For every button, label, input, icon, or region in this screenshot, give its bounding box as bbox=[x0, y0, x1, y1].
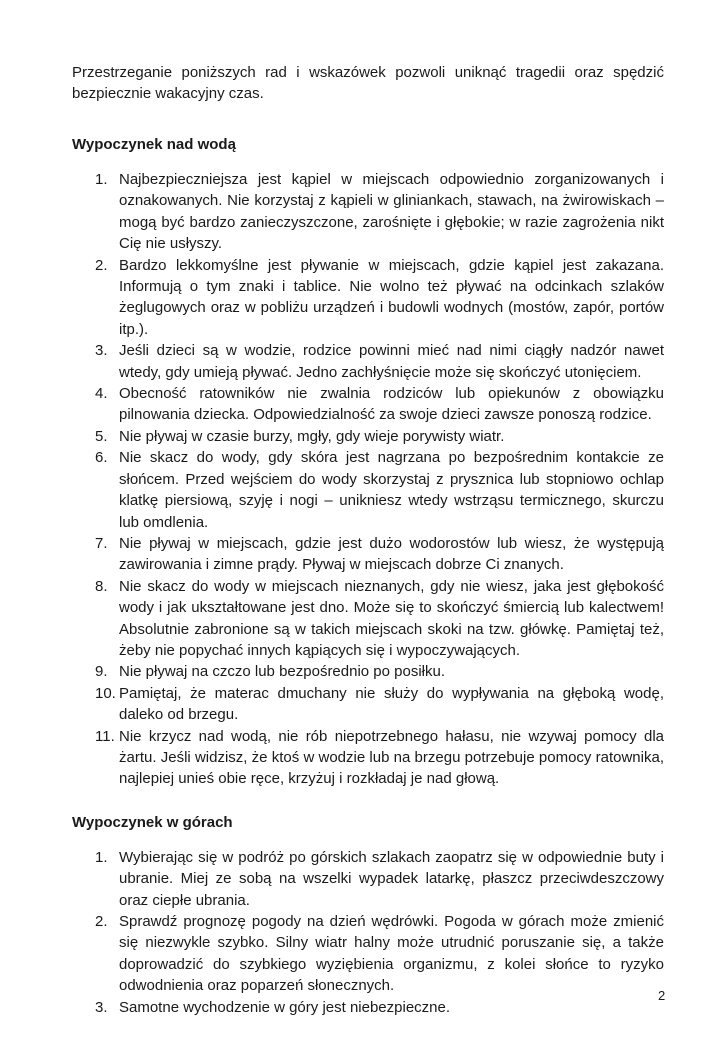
item-number: 8. bbox=[95, 577, 108, 595]
item-text: Obecność ratowników nie zwalnia rodziców lub opiekunów z obowiązku pilnowania dziecka. Odpowiedzialność za swoje dzieci zawsze ponoszą rodzice. bbox=[119, 385, 664, 424]
item-number: 1. bbox=[95, 171, 108, 188]
item-text: Pamiętaj, że materac dmuchany nie służy do wypływania na głęboką wodę, daleko od brzegu. bbox=[119, 684, 664, 724]
list-item bbox=[72, 847, 664, 911]
item-number: 3. bbox=[95, 998, 108, 1016]
item-text: Wybierając się w podróż po górskich szlakach zaopatrz się w odpowiednie buty i ubranie. Miej ze sobą na wszelki wypadek latarkę, płaszcz przeciwdeszczowy oraz ciepłe ubrania. bbox=[119, 848, 664, 909]
item-number: 2. bbox=[95, 256, 108, 274]
page-number: 2 bbox=[658, 988, 666, 1003]
item-number: 6. bbox=[95, 449, 108, 467]
item-text: Nie pływaj w miejscach, gdzie jest dużo wodorostów lub wiesz, że występują zawirowania i zimne prądy. Pływaj w miejscach dobrze Ci znanych. bbox=[119, 534, 664, 574]
list-item bbox=[72, 726, 664, 790]
list-item bbox=[72, 255, 664, 341]
intro-paragraph: Przestrzeganie poniższych rad i wskazówek pozwoli uniknąć tragedii oraz spędzić bezpiecznie wakacyjny czas. bbox=[72, 64, 664, 102]
list-item bbox=[72, 911, 664, 997]
document-page bbox=[72, 62, 664, 1040]
item-number: 3. bbox=[95, 342, 108, 360]
list-item bbox=[72, 340, 664, 383]
item-number: 5. bbox=[95, 427, 108, 445]
item-number: 7. bbox=[95, 534, 108, 552]
item-number: 1. bbox=[95, 848, 108, 866]
list-item bbox=[72, 447, 664, 533]
section-heading-water: Wypoczynek nad wodą bbox=[72, 136, 236, 153]
item-number: 11. bbox=[95, 727, 115, 745]
item-number: 10. bbox=[95, 684, 116, 702]
item-text: Jeśli dzieci są w wodzie, rodzice powinni mieć nad nimi ciągły nadzór nawet wtedy, gdy umieją pływać. Jedno zachłyśnięcie może się skończyć utonięciem. bbox=[119, 342, 664, 381]
list-item bbox=[72, 683, 664, 726]
item-text: Samotne wychodzenie w góry jest niebezpieczne. bbox=[119, 998, 451, 1016]
item-number: 9. bbox=[95, 663, 108, 681]
item-text: Nie krzycz nad wodą, nie rób niepotrzebnego hałasu, nie wzywaj pomocy dla żartu. Jeśli widzisz, że ktoś w wodzie lub na brzegu potrzebuje pomocy ratownika, najlepiej unieś obie ręce, krzyżuj i rozkładaj je nad głową. bbox=[119, 727, 664, 788]
item-text: Nie skacz do wody, gdy skóra jest nagrzana po bezpośrednim kontakcie ze słońcem. Przed wejściem do wody skorzystaj z prysznica lub stopniowo ochlap klatkę piersiową, szyję i nogi – unikniesz wtedy wstrząsu termicznego, skurczu lub omdlenia. bbox=[119, 449, 664, 531]
section-heading-mountains: Wypoczynek w górach bbox=[72, 813, 233, 831]
item-text: Najbezpieczniejsza jest kąpiel w miejscach odpowiednio zorganizowanych i oznakowanych. Nie korzystaj z kąpieli w gliniankach, stawach, na żwirowiskach – mogą być bardzo zanieczyszczone, zarośnięte i głębokie; w razie zagrożenia nikt Cię nie usłyszy. bbox=[119, 171, 664, 253]
list-item bbox=[72, 997, 664, 1018]
mountain-rules-list bbox=[72, 847, 664, 1018]
item-text: Sprawdź prognozę pogody na dzień wędrówki. Pogoda w górach może zmienić się niezwykle szybko. Silny wiatr halny może utrudnić poruszanie się, a także doprowadzić do szybkiego wyziębienia organizmu, z kolei słońce to ryzyko odwodnienia oraz poparzeń słonecznych. bbox=[119, 913, 664, 995]
item-text: Nie skacz do wody w miejscach nieznanych, gdy nie wiesz, jaka jest głębokość wody i jak ukształtowane jest dno. Może się to skończyć śmiercią lub kalectwem! Absolutnie zabronione są w takich miejscach skoki na tzw. główkę. Pamiętaj też, żeby nie popychać innych kąpiących się i wypoczywających. bbox=[119, 577, 664, 659]
item-number: 2. bbox=[95, 913, 108, 930]
item-number: 4. bbox=[95, 385, 108, 403]
list-item bbox=[72, 533, 664, 576]
list-item bbox=[72, 426, 664, 447]
item-text: Nie pływaj na czczo lub bezpośrednio po posiłku. bbox=[119, 663, 446, 681]
list-item bbox=[72, 383, 664, 426]
list-item bbox=[72, 661, 664, 682]
water-rules-list bbox=[72, 169, 664, 790]
list-item bbox=[72, 576, 664, 662]
item-text: Bardzo lekkomyślne jest pływanie w miejscach, gdzie kąpiel jest zakazana. Informują o tym znaki i tablice. Nie wolno też pływać na odcinkach szlaków żeglugowych oraz w pobliżu urządzeń i budowli wodnych (mostów, zapór, portów itp.). bbox=[119, 256, 664, 338]
item-text: Nie pływaj w czasie burzy, mgły, gdy wieje porywisty wiatr. bbox=[119, 427, 505, 445]
list-item bbox=[72, 169, 664, 255]
